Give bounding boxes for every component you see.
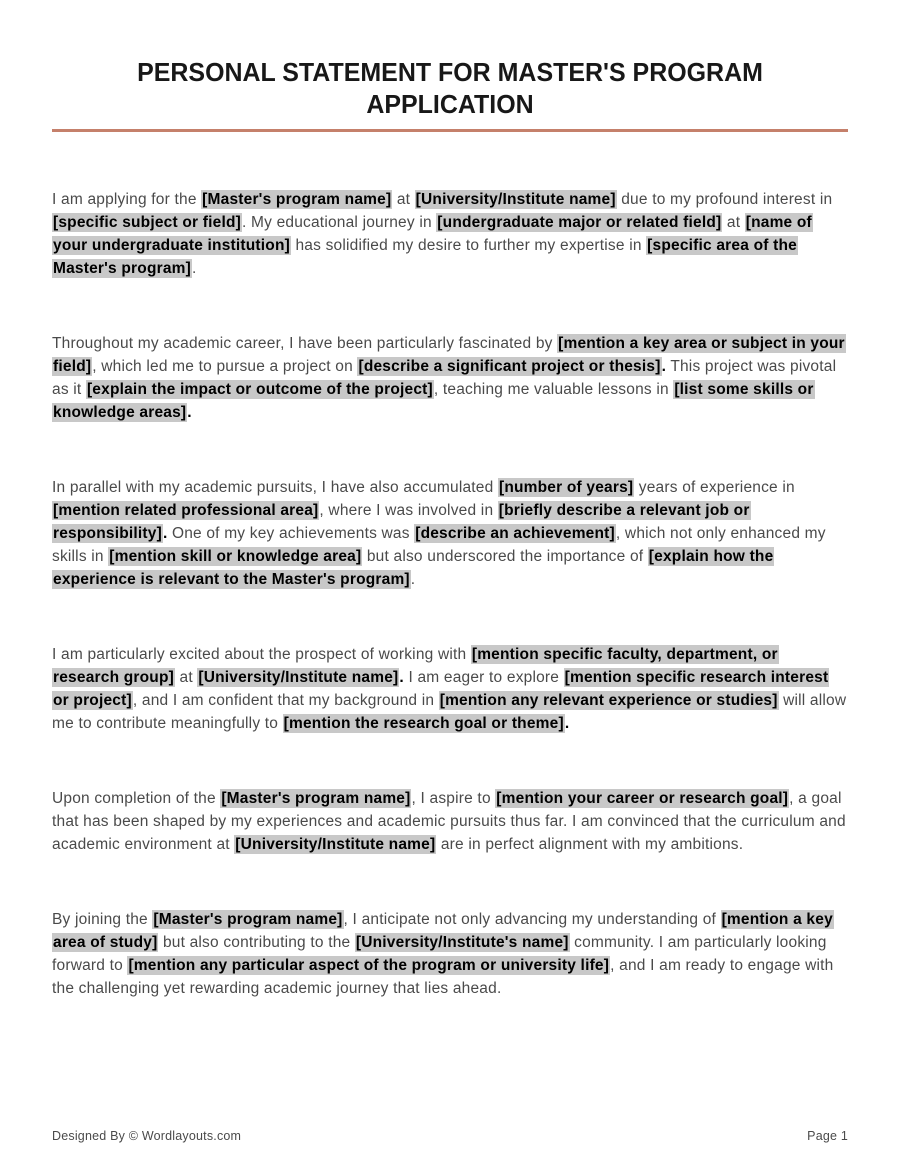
placeholder-field: [undergraduate major or related field]: [437, 214, 722, 231]
placeholder-field: [mention the research goal or theme]: [283, 715, 564, 732]
placeholder-field: [explain the impact or outcome of the project]: [86, 381, 433, 398]
placeholder-field: [describe a significant project or thesis]: [358, 358, 661, 375]
document-header: [52, 56, 848, 132]
text-run: I am eager to explore: [403, 669, 564, 686]
text-run: In parallel with my academic pursuits, I have also accumulated: [52, 479, 498, 496]
placeholder-field: [specific area of the Master's program]: [53, 237, 797, 277]
document-body: [52, 188, 848, 1000]
placeholder-field: [mention related professional area]: [53, 502, 319, 519]
text-run: at: [392, 191, 415, 208]
placeholder-field: [Master's program name]: [153, 911, 343, 928]
text-run: , where I was involved in: [319, 502, 498, 519]
text-run: This project was pivotal as it: [52, 358, 837, 398]
text-run: , which not only enhanced my skills in: [52, 525, 826, 565]
text-run: Throughout my academic career, I have been particularly fascinated by: [52, 335, 558, 352]
text-run: . My educational journey in: [242, 214, 437, 231]
text-run: , a goal that has been shaped by my experiences and academic pursuits thus far. I am convinced that the curriculum and academic environment at: [52, 790, 846, 853]
text-run: .: [187, 404, 192, 421]
text-run: will allow me to contribute meaningfully to: [52, 692, 847, 732]
text-run: .: [564, 715, 570, 732]
text-run: at: [722, 214, 745, 231]
text-run: .: [399, 669, 404, 686]
placeholder-field: [mention specific faculty, department, or research group]: [53, 646, 778, 686]
text-run: .: [410, 571, 416, 588]
placeholder-field: [University/Institute name]: [198, 669, 399, 686]
text-run: due to my profound interest in: [616, 191, 833, 208]
placeholder-field: [University/Institute name]: [235, 836, 436, 853]
placeholder-field: [mention any relevant experience or studies]: [439, 692, 778, 709]
placeholder-field: [mention specific research interest or project]: [53, 669, 829, 709]
placeholder-field: [briefly describe a relevant job or responsibility]: [53, 502, 750, 542]
paragraph: [52, 643, 848, 735]
text-run: By joining the: [52, 911, 153, 928]
placeholder-field: [mention your career or research goal]: [496, 790, 789, 807]
text-run: at: [175, 669, 198, 686]
text-run: , and I am ready to engage with the challenging yet rewarding academic journey that lies ahead.: [52, 957, 834, 997]
text-run: , teaching me valuable lessons in: [433, 381, 674, 398]
paragraph: [52, 908, 848, 1000]
paragraph: [52, 787, 848, 856]
placeholder-field: [mention a key area of study]: [53, 911, 833, 951]
text-run: years of experience in: [634, 479, 795, 496]
document-footer: [52, 1129, 848, 1143]
text-run: , I anticipate not only advancing my understanding of: [343, 911, 721, 928]
paragraph: [52, 332, 848, 424]
page-title: PERSONAL STATEMENT FOR MASTER'S PROGRAM APPLICATION: [137, 57, 763, 119]
footer-credit: Designed By © Wordlayouts.com: [52, 1129, 242, 1143]
placeholder-field: [University/Institute's name]: [355, 934, 569, 951]
placeholder-field: [list some skills or knowledge areas]: [53, 381, 814, 421]
text-run: , and I am confident that my background in: [132, 692, 439, 709]
text-run: One of my key achievements was: [167, 525, 415, 542]
placeholder-field: [specific subject or field]: [53, 214, 241, 231]
paragraph: [52, 476, 848, 591]
placeholder-field: [mention any particular aspect of the program or university life]: [128, 957, 610, 974]
text-run: but also contributing to the: [158, 934, 355, 951]
text-run: .: [192, 260, 197, 277]
text-run: Upon completion of the: [52, 790, 221, 807]
text-run: I am particularly excited about the prospect of working with: [52, 646, 471, 663]
placeholder-field: [describe an achievement]: [415, 525, 615, 542]
footer-page-number: Page 1: [807, 1129, 848, 1143]
placeholder-field: [University/Institute name]: [415, 191, 616, 208]
placeholder-field: [Master's program name]: [202, 191, 392, 208]
text-run: community. I am particularly looking forward to: [52, 934, 827, 974]
placeholder-field: [explain how the experience is relevant to the Master's program]: [53, 548, 774, 588]
text-run: are in perfect alignment with my ambitions.: [436, 836, 744, 853]
text-run: has solidified my desire to further my expertise in: [290, 237, 647, 254]
placeholder-field: [number of years]: [498, 479, 634, 496]
placeholder-field: [Master's program name]: [221, 790, 411, 807]
text-run: , I aspire to: [411, 790, 496, 807]
text-run: I am applying for the: [52, 191, 202, 208]
text-run: .: [661, 358, 667, 375]
placeholder-field: [mention skill or knowledge area]: [109, 548, 362, 565]
text-run: .: [162, 525, 168, 542]
text-run: , which led me to pursue a project on: [92, 358, 358, 375]
text-run: but also underscored the importance of: [362, 548, 648, 565]
placeholder-field: [name of your undergraduate institution]: [53, 214, 812, 254]
placeholder-field: [mention a key area or subject in your field]: [53, 335, 845, 375]
paragraph: [52, 188, 848, 280]
